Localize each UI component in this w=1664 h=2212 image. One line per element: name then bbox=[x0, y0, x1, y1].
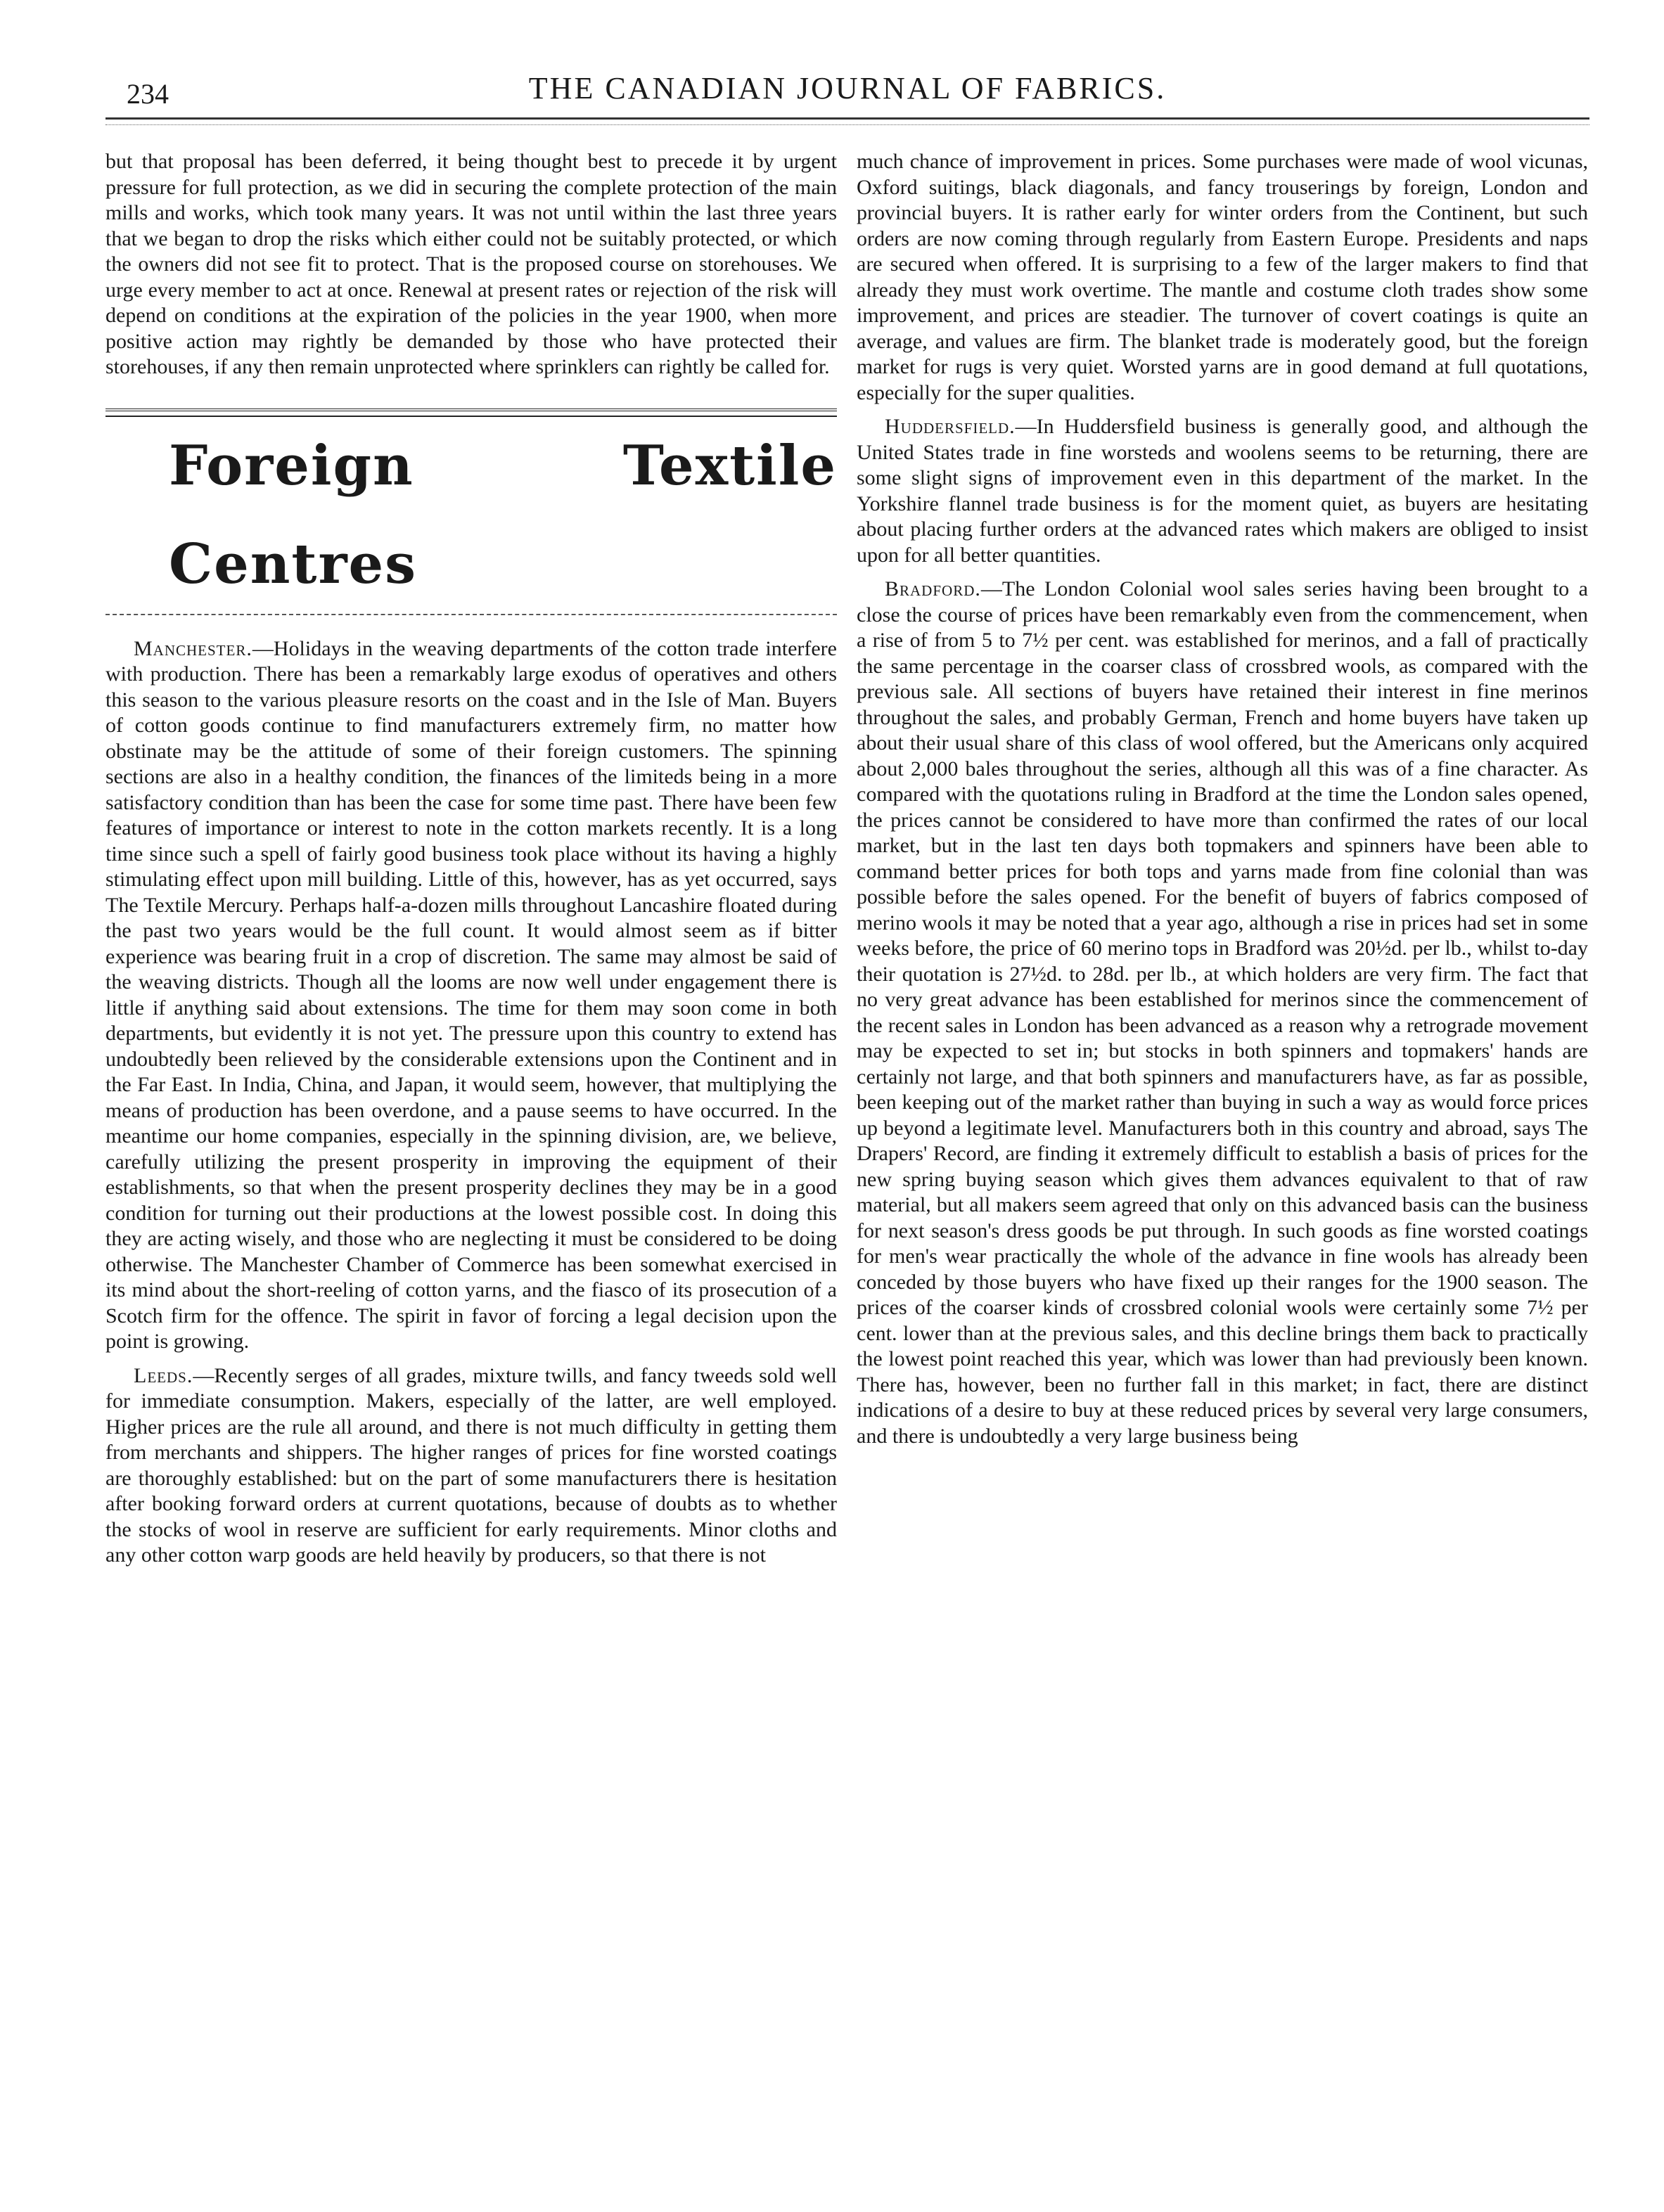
section-banner bbox=[105, 409, 837, 615]
header-dotted-rule bbox=[105, 124, 1589, 125]
leeds-paragraph bbox=[105, 1363, 837, 1569]
header-rule bbox=[105, 117, 1589, 120]
manchester-label: Manchester. bbox=[134, 636, 252, 660]
right-column bbox=[857, 149, 1588, 1458]
leeds-continuation-paragraph: much chance of improvement in prices. Some purchases were made of wool vicunas, Oxford suitings, black diagonals, and fancy trouserings by foreign, London and provincial buyers. It is rather early for winter orders from the Continent, but such orders are now coming through regularly from Eastern Europe. Presidents and naps are secured when offered. It is surprising to a few of the larger makers to find that already they must work overtime. The mantle and costume cloth trades show some improvement, and prices are steadier. The turnover of covert coatings is quite an average, and values are firm. The blanket trade is moderately good, but the foreign market for rugs is very quiet. Worsted yarns are in good demand at full quotations, especially for the super qualities. bbox=[857, 150, 1588, 404]
huddersfield-paragraph bbox=[857, 414, 1588, 568]
bradford-paragraph bbox=[857, 577, 1588, 1449]
banner-rule-top bbox=[105, 409, 837, 417]
page-header bbox=[105, 65, 1589, 121]
bradford-label: Bradford. bbox=[885, 577, 981, 600]
continuation-paragraph: but that proposal has been deferred, it being thought best to precede it by urgent pressure for full protection, as we did in securing the complete protection of the main mills and works, which took many years. It was not until within the last three years that we began to drop the risks which either could not be suitably protected, or which the owners did not see fit to protect. That is the proposed course on storehouses. We urge every member to act at once. Renewal at present rates or rejection of the risk will depend on conditions at the expiration of the policies in the year 1900, when more positive action may rightly be demanded by those who have protected their storehouses, if any then remain unprotected where sprinklers can rightly be called for. bbox=[105, 150, 837, 378]
huddersfield-label: Huddersfield. bbox=[885, 415, 1016, 438]
section-heading: Foreign Textile Centres bbox=[169, 433, 837, 596]
bradford-text: —The London Colonial wool sales series having been brought to a close the course of prices have been remarkably even from the commencement, when a rise of from 5 to 7½ per cent. was established for merinos, and a fall of practically the same percentage in the coarser class of crossbred wools, as compared with the previous sale. All sections of buyers have retained their interest in fine merinos throughout the sales, and probably German, French and home buyers have taken up about their usual share of this class of wool offered, but the Americans only acquired about 2,000 bales throughout the series, although all this was of a fine character. As compared with the quotations ruling in Bradford at the time the London sales opened, the prices cannot be considered to have more than confirmed the rates of our local market, but in the last ten days both topmakers and spinners have been able to command better prices for both tops and yarns made from fine colonial than was possible before the sales opened. For the benefit of buyers of fabrics composed of merino wools it may be noted that a year ago, although a rise in prices had set in some weeks before, the price of 60 merino tops in Bradford was 20½d. per lb., whilst to-day their quotation is 27½d. to 28d. per lb., at which holders are very firm. The fact that no very great advance has been established for merinos since the commencement of the recent sales in London has been advanced as a reason why a retrograde movement may be expected to set in; but stocks in both spinners and topmakers' hands are certainly not large, and that both spinners and manufacturers have, as far as possible, been keeping out of the market rather than buying in such a way as would force prices up beyond a legitimate level. Manufacturers both in this country and abroad, says The Drapers' Record, are finding it extremely difficult to establish a basis of prices for the new spring buying season which gives them advances equivalent to that of raw material, but all makers seem agreed that only on this advanced basis can the business for next season's dress goods be put through. In such goods as fine worsted coatings for men's wear practically the whole of the advance in fine wools has already been conceded by those buyers who have fixed up their ranges for the 1900 season. The prices of the coarser kinds of crossbred colonial wools were certainly some 7½ per cent. lower than at the previous sales, and this decline brings them back to practically the lowest point reached this year, which was lower than had previously been known. There has, however, been no further fall in this market; in fact, there are distinct indications of a desire to buy at these reduced prices by several very large consumers, and there is undoubtedly a very large business being bbox=[857, 577, 1588, 1448]
huddersfield-text: —In Huddersfield business is generally good, and although the United States trade in fine worsteds and woolens seems to be returning, there are some slight signs of improvement even in this department of the market. In the Yorkshire flannel trade business is for the moment quiet, as buyers are hesitating about placing further orders at the advanced rates which makers are obliged to insist upon for all better quantities. bbox=[857, 415, 1588, 567]
manchester-text: —Holidays in the weaving departments of the cotton trade interfere with production. There has been a remarkably large exodus of operatives and others this season to the various pleasure resorts on the coast and in the Isle of Man. Buyers of cotton goods continue to find manufacturers extremely firm, no matter how obstinate may be the attitude of some of their foreign customers. The spinning sections are also in a healthy condition, the finances of the limiteds being in a more satisfactory condition than has been the case for some time past. There have been few features of importance or interest to note in the cotton markets recently. It is a long time since such a spell of fairly good business took place without its having a highly stimulating effect upon mill building. Little of this, however, has as yet occurred, says The Textile Mercury. Perhaps half-a-dozen mills throughout Lancashire floated during the past two years would be the full count. It would almost seem as if bitter experience was bearing fruit in a crop of discretion. The same may almost be said of the weaving districts. Though all the looms are now well under engagement there is little if anything said about extensions. The time for them may soon come in both departments, but evidently it is not yet. The pressure upon this country to extend has undoubtedly been relieved by the considerable extensions upon the Continent and in the Far East. In India, China, and Japan, it would seem, however, that multiplying the means of production has been overdone, and a pause seems to have occurred. In the meantime our home companies, especially in the spinning division, are, we believe, carefully utilizing the present prosperity in improving the equipment of their establishments, so that when the present prosperity declines they may be in a good condition for turning out their productions at the lowest possible cost. In doing this they are acting wisely, and those who are neglecting it must be considered to be doing otherwise. The Manchester Chamber of Commerce has been somewhat exercised in its mind about the short-reeling of cotton yarns, and the fiasco of its prosecution of a Scotch firm for the offence. The spirit in favor of forcing a legal decision upon the point is growing. bbox=[105, 636, 837, 1353]
banner-rule-bottom bbox=[105, 614, 837, 615]
leeds-text: —Recently serges of all grades, mixture twills, and fancy tweeds sold well for immediate consumption. Makers, especially of the latter, are well employed. Higher prices are the rule all around, and there is not much difficulty in getting them from merchants and shippers. The higher ranges of prices for fine worsted coatings are thoroughly established: but on the part of some manufacturers there is hesitation after booking forward orders at current quotations, because of doubts as to whether the stocks of wool in reserve are sufficient for early requirements. Minor cloths and any other cotton warp goods are held heavily by producers, so that there is not bbox=[105, 1363, 837, 1567]
left-column bbox=[105, 149, 837, 1577]
journal-title: THE CANADIAN JOURNAL OF FABRICS. bbox=[528, 71, 1167, 105]
leeds-label: Leeds. bbox=[134, 1363, 193, 1387]
page-number: 234 bbox=[127, 78, 169, 110]
manchester-paragraph bbox=[105, 636, 837, 1355]
